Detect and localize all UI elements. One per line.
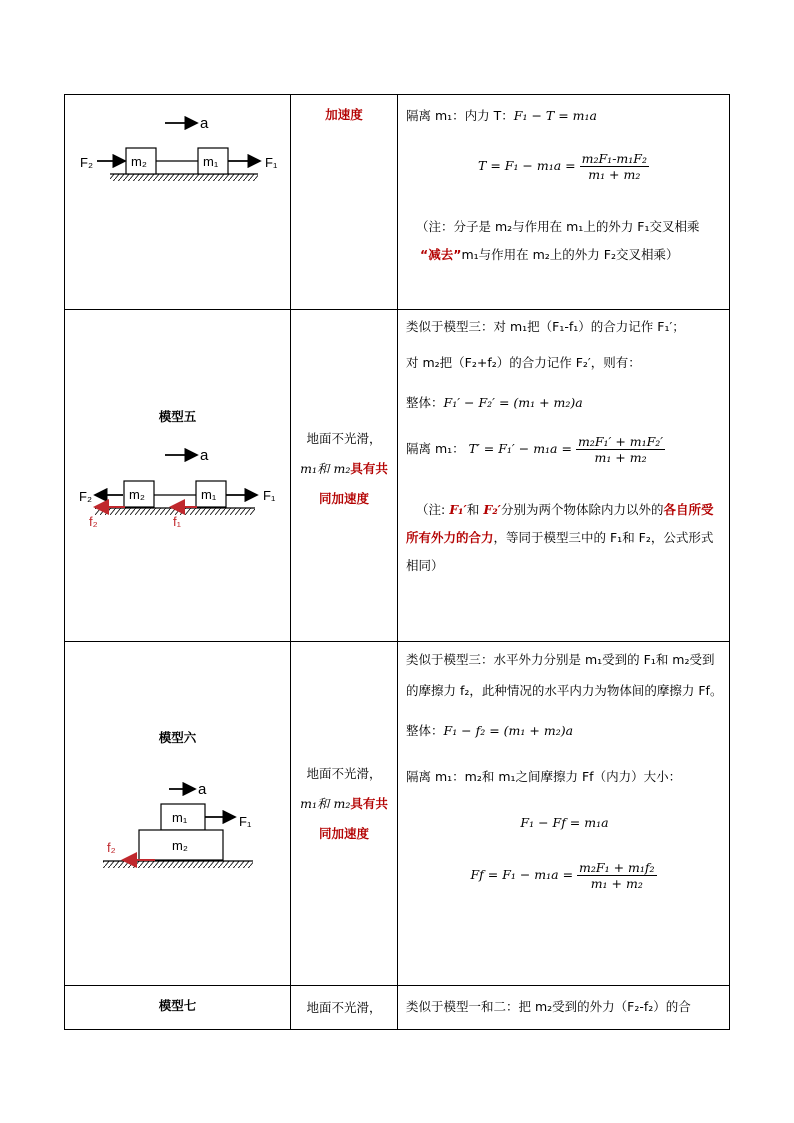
note-line-1: （注：分子是 m₂与作用在 m₁上的外力 F₁交叉相乘 xyxy=(416,219,700,234)
diagram-cell xyxy=(65,310,291,642)
acc-label: a xyxy=(200,115,209,132)
model-seven-title: 模型七 xyxy=(158,998,197,1013)
cond-shared: 具有共 xyxy=(350,796,388,811)
eq2-fraction: $\frac{\text{m₂F₁ + m₁f₂}}{\text{m₁ + m₂}}$ xyxy=(579,860,655,891)
row-model-four-cont xyxy=(65,95,730,310)
note-F2p: F₂′ xyxy=(483,502,501,517)
F1-label: F₁ xyxy=(263,488,276,503)
m1-label: m₁ xyxy=(172,810,188,825)
m1-label: m₁ xyxy=(203,154,219,169)
line-2: 对 m₂把（F₂+f₂）的合力记作 F₂′，则有： xyxy=(406,355,641,370)
T-lhs: T = F₁ − m₁a = xyxy=(478,158,576,173)
label-cell xyxy=(291,95,398,310)
note-mid: 分别为两个物体除内力以外的 xyxy=(500,502,664,517)
whole-eq: F₁ − f₂ = (m₁ + m₂)a xyxy=(443,723,574,738)
iso-lhs: T′ = F₁′ − m₁a = xyxy=(468,441,572,456)
cond-line-3: 同加速度 xyxy=(318,491,369,506)
iso-fraction: $\frac{\text{m₂F₁′ + m₁F₂′}}{\text{m₁ + m₂}}$ xyxy=(577,434,664,465)
title-cell xyxy=(65,986,291,1030)
iso-label: 隔离 m₁： xyxy=(406,441,465,456)
condition-cell xyxy=(291,310,398,642)
line-1: 类似于模型三：水平外力分别是 m₁受到的 F₁和 m₂受到的摩擦力 f₂，此种情况的水平内力为物体间的摩擦力 Ff。 xyxy=(406,652,723,698)
F1-label: F₁ xyxy=(265,155,278,170)
formula-cell xyxy=(398,310,730,642)
models-table xyxy=(64,94,730,1030)
whole-eq: F₁′ − F₂′ = (m₁ + m₂)a xyxy=(443,395,583,410)
acceleration-label: 加速度 xyxy=(325,107,363,122)
diagram-cell xyxy=(65,95,291,310)
m2-label: m₂ xyxy=(131,154,147,169)
F2-label: F₂ xyxy=(80,155,93,170)
cond-line-1: 地面不光滑， xyxy=(306,766,382,781)
iso-eq: F₁ − T = m₁a xyxy=(513,108,597,123)
whole-label: 整体： xyxy=(406,395,444,410)
iso-label: 隔离 m₁：m₂和 m₁之间摩擦力 Ff（内力）大小： xyxy=(406,769,682,784)
cond-masses: m₁和 m₂ xyxy=(300,461,351,476)
f1-label: f₁ xyxy=(173,514,181,529)
model-six-diagram xyxy=(65,776,291,906)
m2-label: m₂ xyxy=(129,487,145,502)
note-F1p: F₁′ xyxy=(449,502,467,517)
acc-label: a xyxy=(198,781,207,798)
note-open: （注: xyxy=(416,502,450,517)
note-line-2: m₁与作用在 m₂上的外力 F₂交叉相乘） xyxy=(461,247,679,262)
ground-hatch xyxy=(110,174,258,181)
row-model-six xyxy=(65,642,730,986)
cond-line-3: 同加速度 xyxy=(318,826,369,841)
line-1: 类似于模型一和二：把 m₂受到的外力（F₂-f₂）的合 xyxy=(406,999,691,1014)
eq-1: F₁ − Ff = m₁a xyxy=(520,815,609,830)
F2-label: F₂ xyxy=(79,489,92,504)
note-end: ，等同于模型三中的 F₁和 F₂，公式形式相同） xyxy=(406,530,714,573)
row-model-five xyxy=(65,310,730,642)
condition-cell xyxy=(291,642,398,986)
F1-label: F₁ xyxy=(239,814,252,829)
model-five-diagram xyxy=(65,437,291,547)
m1-label: m₁ xyxy=(201,487,217,502)
m2-label: m₂ xyxy=(172,838,188,853)
cond-line-1: 地面不光滑， xyxy=(306,431,382,446)
formula-cell xyxy=(398,95,730,310)
T-fraction: $\frac{\text{m₂F₁-m₁F₂}}{\text{m₁ + m₂}}$ xyxy=(581,151,647,182)
two-block-diagram xyxy=(65,95,291,306)
acc-label: a xyxy=(200,447,209,464)
condition-cell xyxy=(291,986,398,1030)
row-model-seven xyxy=(65,986,730,1030)
f2-label: f₂ xyxy=(107,840,116,855)
note-and: 和 xyxy=(466,502,484,517)
cond-masses: m₁和 m₂ xyxy=(300,796,351,811)
note-highlight: 各自所受所有外力的合力 xyxy=(406,502,714,545)
model-five-title: 模型五 xyxy=(158,409,197,424)
cond-shared: 具有共 xyxy=(350,461,388,476)
cond-line-1: 地面不光滑， xyxy=(306,1000,382,1015)
eq2-lhs: Ff = F₁ − m₁a = xyxy=(470,867,574,882)
iso-text: 隔离 m₁：内力 T： xyxy=(406,108,514,123)
formula-cell xyxy=(398,986,730,1030)
line-1: 类似于模型三：对 m₁把（F₁-f₁）的合力记作 F₁′； xyxy=(406,319,685,334)
f2-label: f₂ xyxy=(89,514,98,529)
formula-cell xyxy=(398,642,730,986)
model-six-title: 模型六 xyxy=(158,730,197,745)
whole-label: 整体： xyxy=(406,723,444,738)
note-minus: “减去” xyxy=(420,247,462,262)
diagram-cell xyxy=(65,642,291,986)
